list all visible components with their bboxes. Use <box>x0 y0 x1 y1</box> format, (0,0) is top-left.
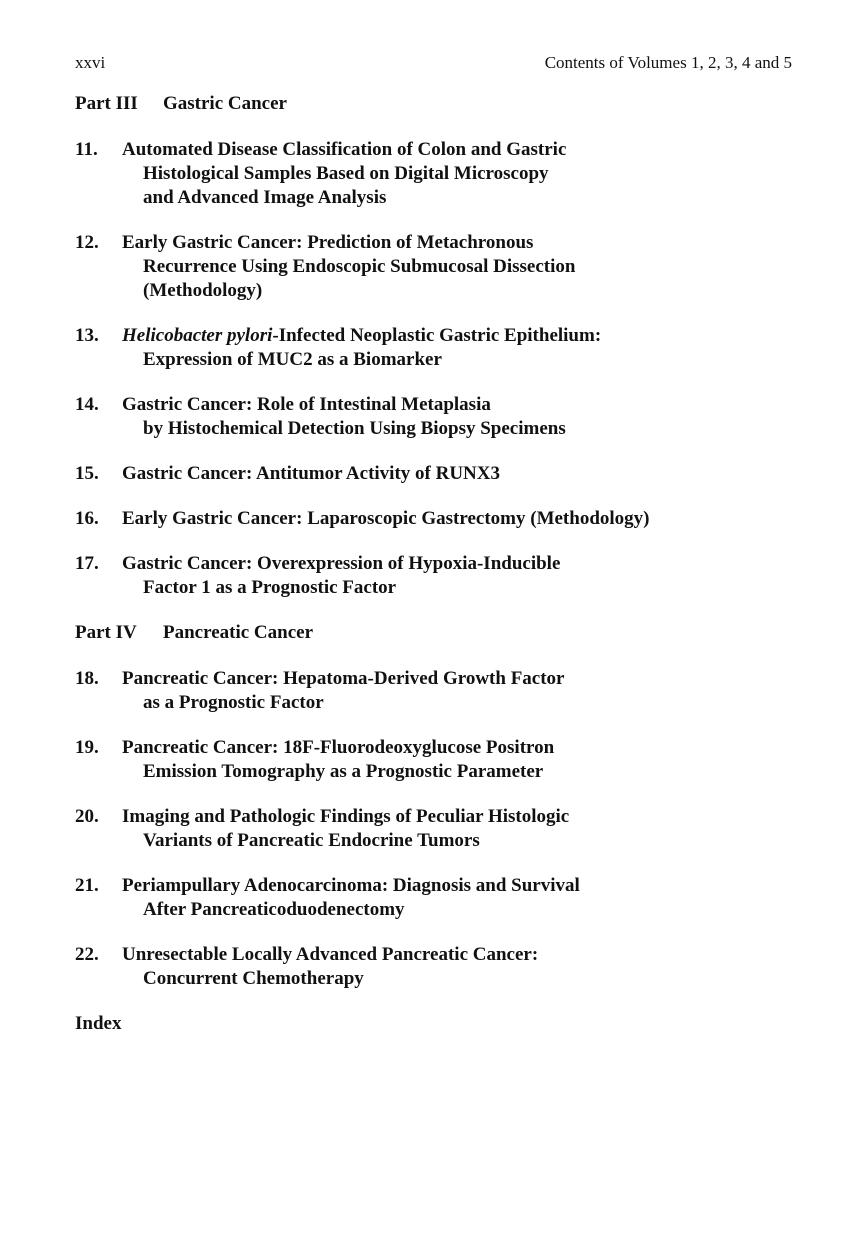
chapter-title-line <box>122 736 795 760</box>
part-label: Part IV <box>75 622 137 643</box>
chapter-title-text: Unresectable Locally Advanced Pancreatic Cancer: <box>122 944 539 965</box>
chapter-title-line <box>122 805 795 829</box>
chapter-title-text: After Pancreaticoduodenectomy <box>143 899 405 920</box>
chapter-title-line <box>122 552 795 576</box>
chapter-title <box>122 393 795 441</box>
chapter-entry[interactable] <box>75 138 795 210</box>
chapter-title-text: Emission Tomography as a Prognostic Parameter <box>143 761 544 782</box>
chapter-entry[interactable] <box>75 552 795 600</box>
page-number: xxvi <box>75 53 106 72</box>
chapter-number: 21. <box>75 875 99 896</box>
chapter-entry[interactable] <box>75 943 795 991</box>
chapter-title-line <box>122 348 795 372</box>
chapter-entry[interactable] <box>75 736 795 784</box>
chapter-title-line <box>122 576 795 600</box>
chapter-number: 12. <box>75 232 99 253</box>
chapter-title-text: by Histochemical Detection Using Biopsy Specimens <box>143 418 566 439</box>
index-entry[interactable]: Index <box>75 1013 122 1034</box>
chapter-title-line <box>122 231 795 255</box>
chapter-title <box>122 874 795 922</box>
chapter-entry[interactable] <box>75 324 795 372</box>
chapter-number: 16. <box>75 508 99 529</box>
chapter-title-text: Expression of MUC2 as a Biomarker <box>143 349 442 370</box>
chapter-title <box>122 507 795 531</box>
chapter-title <box>122 138 795 210</box>
chapter-title-line <box>122 462 795 486</box>
chapter-title-text: as a Prognostic Factor <box>143 692 324 713</box>
chapter-title-text: Variants of Pancreatic Endocrine Tumors <box>143 830 480 851</box>
chapter-title-text: Early Gastric Cancer: Laparoscopic Gastrectomy (Methodology) <box>122 508 650 529</box>
chapter-title-line <box>122 162 795 186</box>
chapter-title <box>122 667 795 715</box>
chapter-entry[interactable] <box>75 231 795 303</box>
chapter-title-line <box>122 829 795 853</box>
chapter-title-italic: Helicobacter pylori <box>122 325 273 346</box>
chapter-title-text: Periampullary Adenocarcinoma: Diagnosis and Survival <box>122 875 580 896</box>
chapter-title-text: Histological Samples Based on Digital Microscopy <box>143 163 549 184</box>
part-heading[interactable] <box>75 621 795 645</box>
chapter-title-line <box>122 667 795 691</box>
chapter-title-text: Imaging and Pathologic Findings of Peculiar Histologic <box>122 806 570 827</box>
chapter-title-line <box>122 138 795 162</box>
chapter-title <box>122 805 795 853</box>
chapter-title-line <box>122 760 795 784</box>
chapter-title-text: Factor 1 as a Prognostic Factor <box>143 577 397 598</box>
chapter-title-line <box>122 279 795 303</box>
chapter-entry[interactable] <box>75 667 795 715</box>
chapter-number: 15. <box>75 463 99 484</box>
chapter-title <box>122 462 795 486</box>
chapter-title-line <box>122 186 795 210</box>
chapter-entry[interactable] <box>75 507 795 531</box>
running-title: Contents of Volumes 1, 2, 3, 4 and 5 <box>544 53 792 72</box>
chapter-title-line <box>122 417 795 441</box>
part-title: Pancreatic Cancer <box>163 622 314 643</box>
chapter-number: 20. <box>75 806 99 827</box>
chapter-title-line <box>122 255 795 279</box>
chapter-title <box>122 736 795 784</box>
chapter-title-line <box>122 874 795 898</box>
chapter-entry[interactable] <box>75 393 795 441</box>
chapter-title-text: -Infected Neoplastic Gastric Epithelium: <box>272 325 602 346</box>
chapter-title-text: Gastric Cancer: Overexpression of Hypoxia-Inducible <box>122 553 561 574</box>
part-title: Gastric Cancer <box>163 93 287 114</box>
chapter-title-text: Pancreatic Cancer: Hepatoma-Derived Growth Factor <box>122 668 565 689</box>
table-of-contents <box>75 92 795 1036</box>
chapter-number: 11. <box>75 139 98 160</box>
chapter-title-text: Gastric Cancer: Role of Intestinal Metaplasia <box>122 394 491 415</box>
chapter-title-line <box>122 393 795 417</box>
chapter-title <box>122 324 795 372</box>
chapter-title-line <box>122 507 795 531</box>
chapter-title-line <box>122 898 795 922</box>
chapter-title-line <box>122 691 795 715</box>
chapter-number: 19. <box>75 737 99 758</box>
chapter-title-text: Pancreatic Cancer: 18F-Fluorodeoxyglucose Positron <box>122 737 555 758</box>
chapter-title-line <box>122 324 795 348</box>
chapter-title-text: Concurrent Chemotherapy <box>143 968 364 989</box>
chapter-title <box>122 943 795 991</box>
chapter-number: 22. <box>75 944 99 965</box>
part-heading[interactable] <box>75 92 795 116</box>
chapter-number: 18. <box>75 668 99 689</box>
chapter-entry[interactable] <box>75 874 795 922</box>
chapter-title-line <box>122 943 795 967</box>
chapter-number: 13. <box>75 325 99 346</box>
chapter-title-text: Early Gastric Cancer: Prediction of Metachronous <box>122 232 534 253</box>
chapter-title-text: Gastric Cancer: Antitumor Activity of RUNX3 <box>122 463 500 484</box>
chapter-title-line <box>122 967 795 991</box>
chapter-number: 14. <box>75 394 99 415</box>
chapter-number: 17. <box>75 553 99 574</box>
part-label: Part III <box>75 93 138 114</box>
chapter-title-text: Automated Disease Classification of Colon and Gastric <box>122 139 567 160</box>
chapter-entry[interactable] <box>75 462 795 486</box>
chapter-title <box>122 231 795 303</box>
chapter-title <box>122 552 795 600</box>
chapter-title-text: and Advanced Image Analysis <box>143 187 387 208</box>
chapter-title-text: (Methodology) <box>143 280 263 301</box>
chapter-entry[interactable] <box>75 805 795 853</box>
chapter-title-text: Recurrence Using Endoscopic Submucosal Dissection <box>143 256 576 277</box>
